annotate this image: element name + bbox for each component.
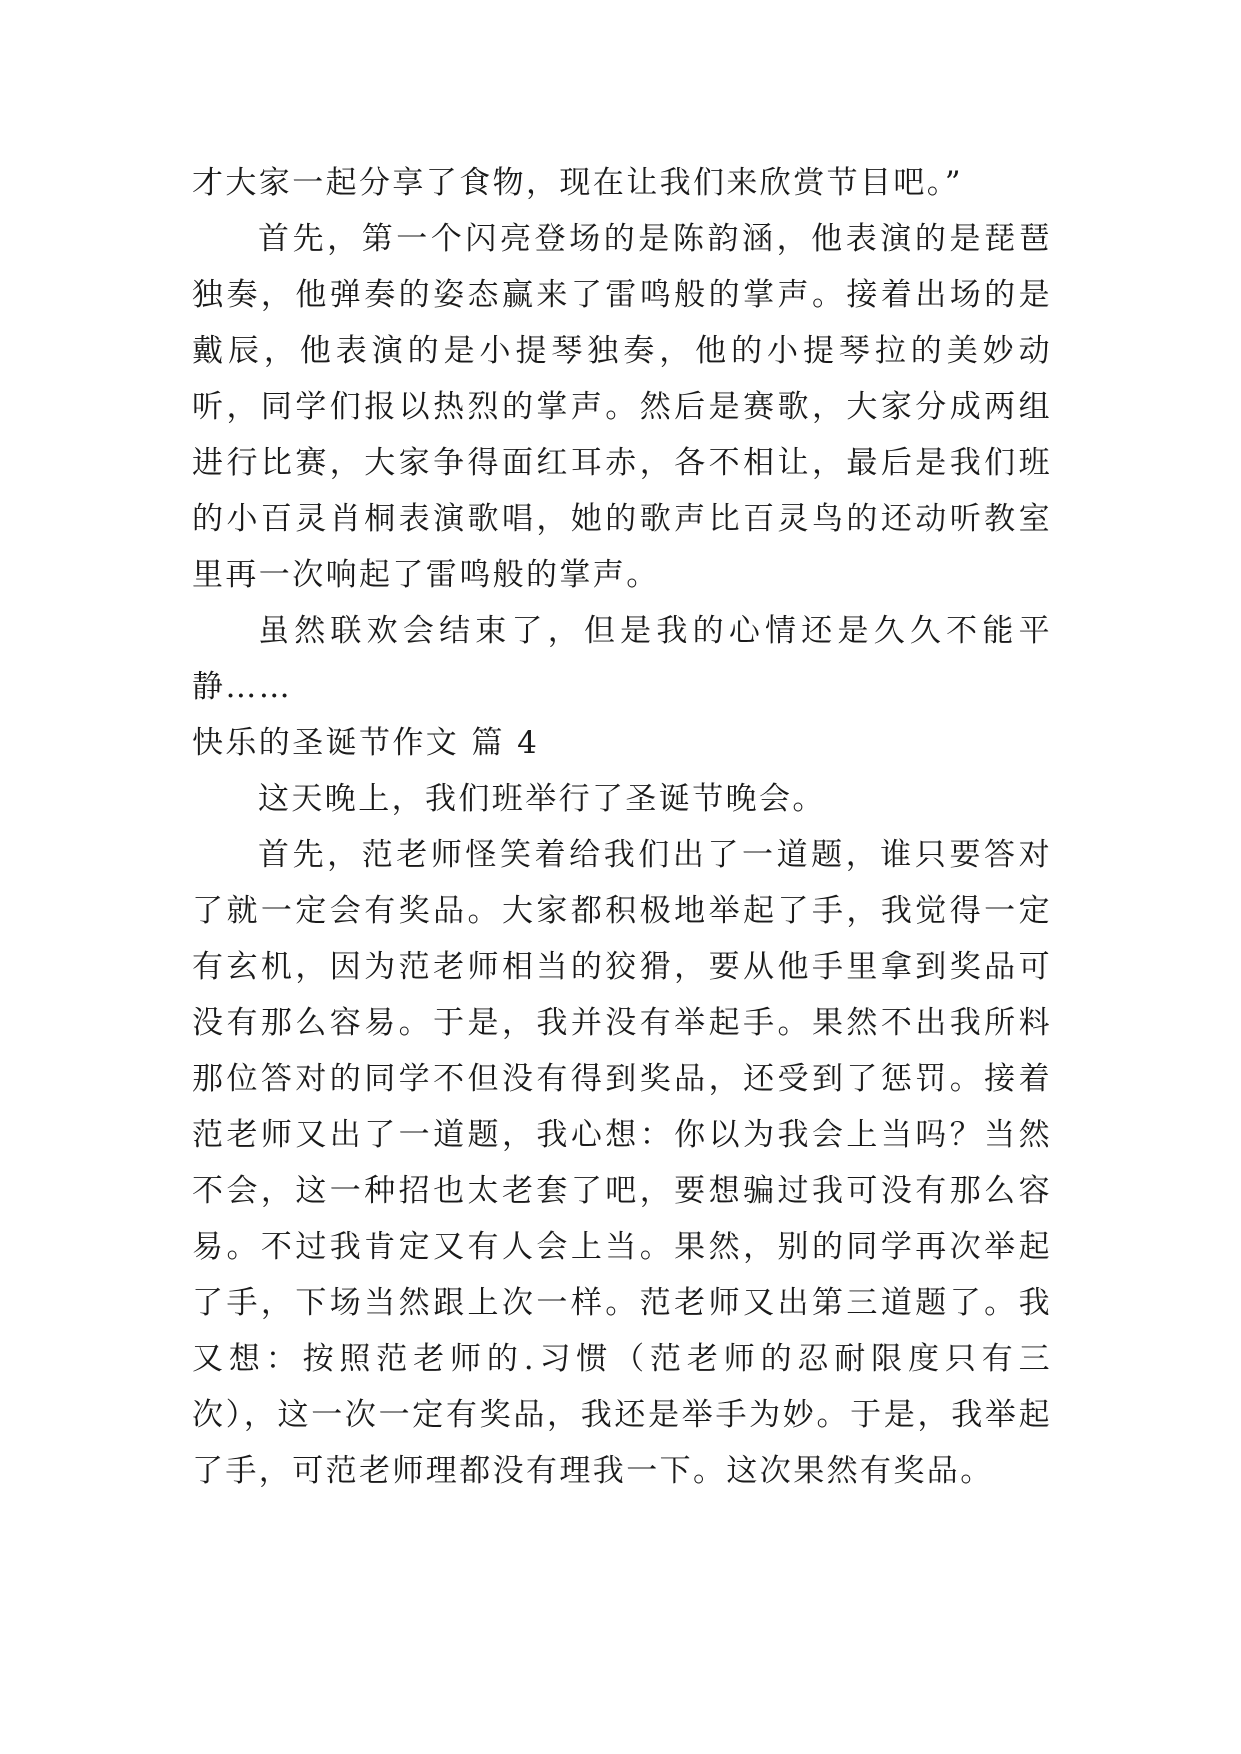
paragraph-ending: 虽然联欢会结束了，但是我的心情还是久久不能平静…… — [192, 613, 1052, 705]
paragraph-continuation: 才大家一起分享了食物，现在让我们来欣赏节目吧。” — [192, 165, 963, 201]
paragraph-story: 首先，范老师怪笑着给我们出了一道题，谁只要答对了就一定会有奖品。大家都积极地举起了手，我觉得一定有玄机，因为范老师相当的狡猾，要从他手里拿到奖品可没有那么容易。于是，我并没有举起手。果然不出我所料那位答对的同学不但没有得到奖品，还受到了惩罚。接着范老师又出了一道题，我心想：你以为我会上当吗？当然不会，这一种招也太老套了吧，要想骗过我可没有那么容易。不过我肯定又有人会上当。果然，别的同学再次举起了手，下场当然跟上次一样。范老师又出第三道题了。我又想：按照范老师的.习惯（范老师的忍耐限度只有三次），这一次一定有奖品，我还是举手为妙。于是，我举起了手，可范老师理都没有理我一下。这次果然有奖品。 — [192, 837, 1052, 1489]
section-heading: 快乐的圣诞节作文 篇 4 — [192, 725, 540, 761]
paragraph-performances: 首先，第一个闪亮登场的是陈韵涵，他表演的是琵琶独奏，他弹奏的姿态赢来了雷鸣般的掌声。接着出场的是戴辰，他表演的是小提琴独奏，他的小提琴拉的美妙动听，同学们报以热烈的掌声。然后是赛歌，大家分成两组进行比赛，大家争得面红耳赤，各不相让，最后是我们班的小百灵肖桐表演歌唱，她的歌声比百灵鸟的还动听教室里再一次响起了雷鸣般的掌声。 — [192, 221, 1052, 593]
paragraph-intro: 这天晚上，我们班举行了圣诞节晚会。 — [258, 781, 826, 817]
document-body — [192, 155, 1052, 1499]
